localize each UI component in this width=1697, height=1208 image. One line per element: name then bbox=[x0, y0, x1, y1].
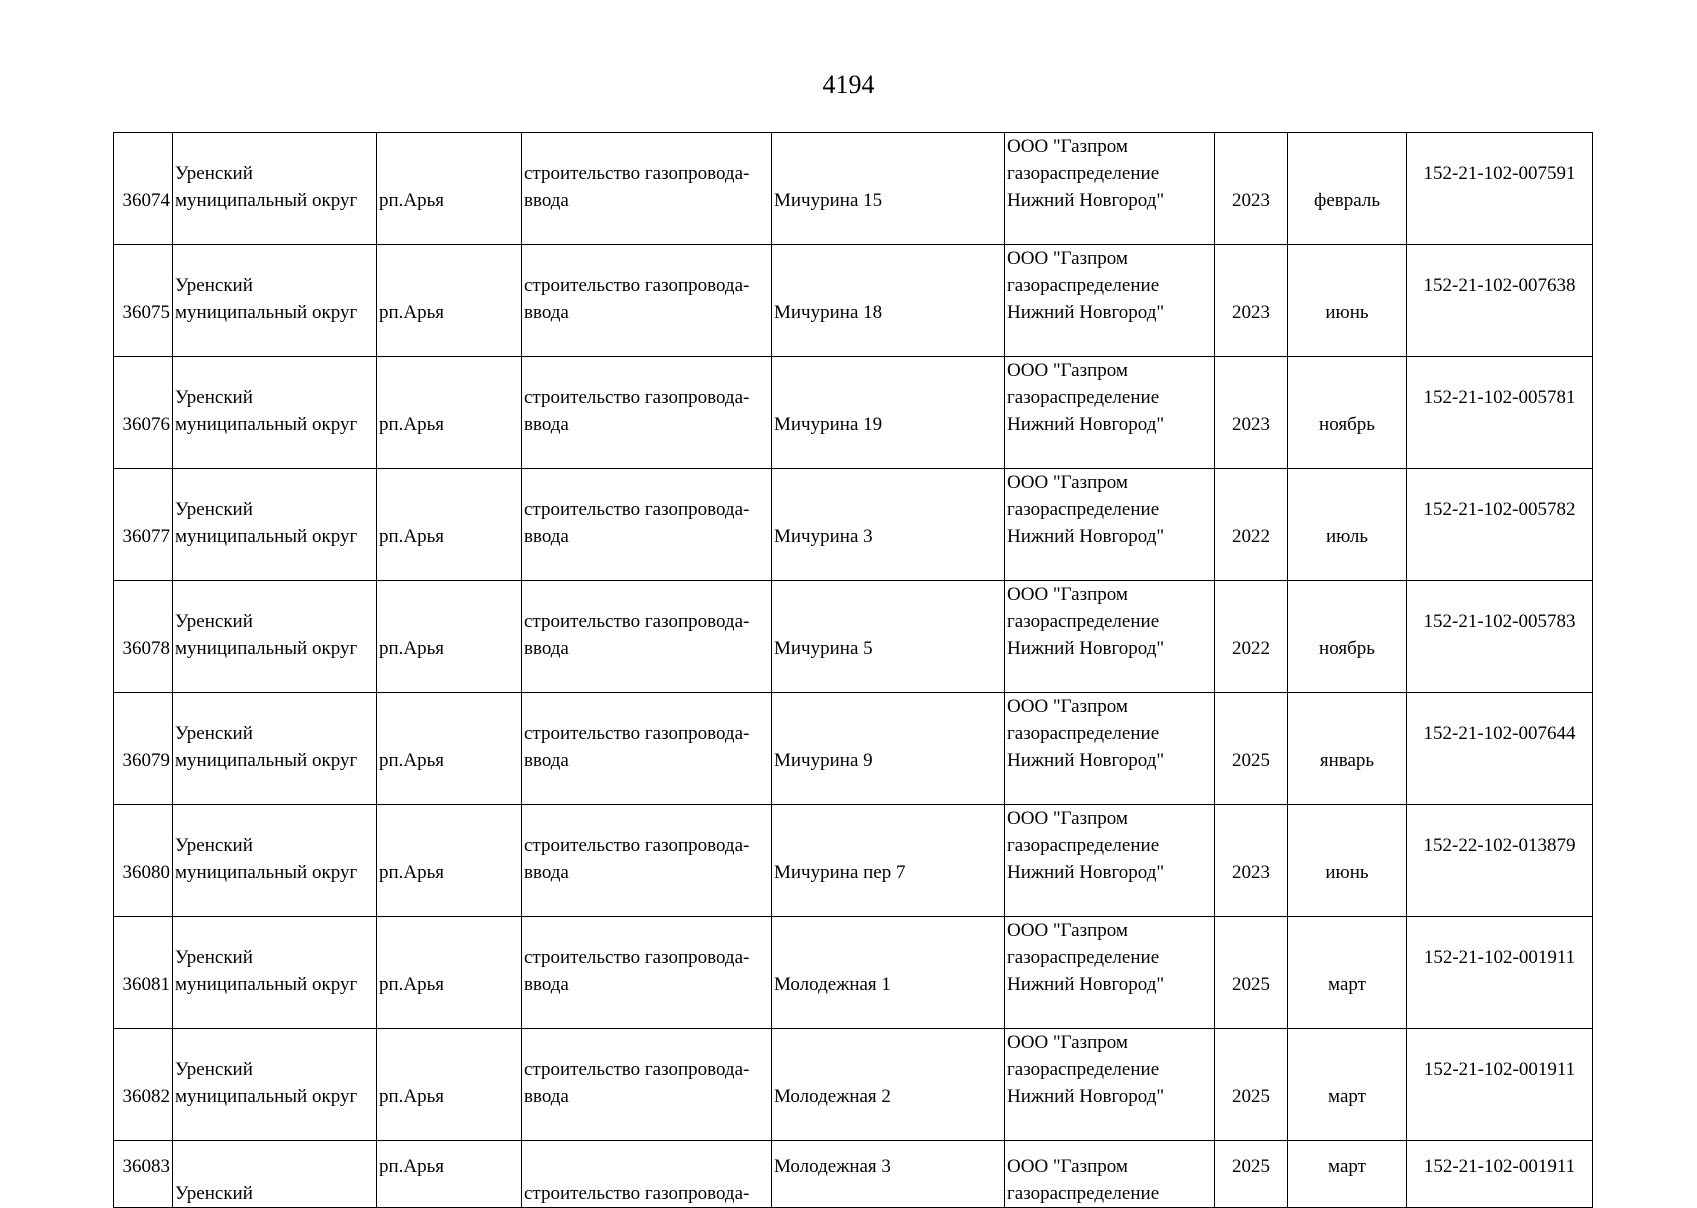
district-cell-line: Уренский bbox=[175, 947, 253, 968]
locality-cell-line: рп.Арья bbox=[379, 302, 445, 323]
district-cell bbox=[173, 357, 377, 469]
month-cell-line: ноябрь bbox=[1319, 414, 1375, 435]
code-cell bbox=[1407, 357, 1593, 469]
work-type-cell-line: строительство газопровода- bbox=[524, 947, 750, 968]
row-number-line: 36078 bbox=[122, 638, 170, 659]
address-cell bbox=[772, 805, 1005, 917]
year-cell-line: 2025 bbox=[1232, 974, 1270, 995]
year-cell bbox=[1215, 805, 1288, 917]
row-number-line: 36083 bbox=[122, 1156, 170, 1177]
organization-cell bbox=[1005, 469, 1215, 581]
district-cell-line: муниципальный округ bbox=[175, 190, 358, 211]
year-cell-line: 2022 bbox=[1232, 526, 1270, 547]
work-type-cell bbox=[522, 693, 772, 805]
address-cell-line: Молодежная 2 bbox=[774, 1086, 891, 1107]
work-type-cell bbox=[522, 805, 772, 917]
year-cell bbox=[1215, 469, 1288, 581]
locality-cell bbox=[377, 133, 522, 245]
address-cell bbox=[772, 1029, 1005, 1141]
work-type-cell-line: ввода bbox=[524, 414, 569, 435]
table-body bbox=[114, 133, 1593, 1208]
code-cell-line: 152-21-102-007644 bbox=[1423, 723, 1576, 744]
district-cell-line: Уренский bbox=[175, 275, 253, 296]
district-cell-line: Уренский bbox=[175, 387, 253, 408]
year-cell bbox=[1215, 693, 1288, 805]
code-cell-line: 152-22-102-013879 bbox=[1423, 835, 1576, 856]
work-type-cell-line: строительство газопровода- bbox=[524, 835, 750, 856]
row-number bbox=[114, 469, 173, 581]
address-cell-line: Мичурина 19 bbox=[774, 414, 883, 435]
address-cell bbox=[772, 693, 1005, 805]
organization-cell-line: Нижний Новгород" bbox=[1007, 526, 1165, 547]
organization-cell-line: Нижний Новгород" bbox=[1007, 190, 1165, 211]
year-cell bbox=[1215, 1141, 1288, 1208]
work-type-cell-line: строительство газопровода- bbox=[524, 163, 750, 184]
row-number bbox=[114, 1141, 173, 1208]
code-cell-line: 152-21-102-007638 bbox=[1423, 275, 1576, 296]
organization-cell-line: газораспределение bbox=[1007, 1059, 1160, 1080]
row-number-line: 36075 bbox=[122, 302, 170, 323]
organization-cell-line: газораспределение bbox=[1007, 611, 1160, 632]
month-cell bbox=[1288, 133, 1407, 245]
locality-cell bbox=[377, 245, 522, 357]
work-type-cell-line: ввода bbox=[524, 302, 569, 323]
work-type-cell-line: строительство газопровода- bbox=[524, 611, 750, 632]
organization-cell-line: ООО "Газпром bbox=[1007, 584, 1128, 605]
address-cell-line: Мичурина 9 bbox=[774, 750, 873, 771]
organization-cell-line: газораспределение bbox=[1007, 1183, 1160, 1204]
address-cell-line: Мичурина 18 bbox=[774, 302, 883, 323]
locality-cell-line: рп.Арья bbox=[379, 526, 445, 547]
locality-cell bbox=[377, 1141, 522, 1208]
month-cell-line: март bbox=[1328, 1086, 1366, 1107]
work-type-cell-line: ввода bbox=[524, 862, 569, 883]
address-cell bbox=[772, 581, 1005, 693]
address-cell bbox=[772, 917, 1005, 1029]
district-cell-line: муниципальный округ bbox=[175, 750, 358, 771]
code-cell bbox=[1407, 1029, 1593, 1141]
row-number bbox=[114, 1029, 173, 1141]
district-cell-line: Уренский bbox=[175, 723, 253, 744]
code-cell bbox=[1407, 917, 1593, 1029]
organization-cell-line: газораспределение bbox=[1007, 499, 1160, 520]
month-cell-line: июнь bbox=[1325, 862, 1369, 883]
locality-cell-line: рп.Арья bbox=[379, 862, 445, 883]
district-cell-line: Уренский bbox=[175, 611, 253, 632]
organization-cell bbox=[1005, 805, 1215, 917]
year-cell-line: 2023 bbox=[1232, 190, 1270, 211]
organization-cell-line: газораспределение bbox=[1007, 163, 1160, 184]
organization-cell-line: Нижний Новгород" bbox=[1007, 638, 1165, 659]
work-type-cell-line: строительство газопровода- bbox=[524, 275, 750, 296]
locality-cell bbox=[377, 357, 522, 469]
locality-cell bbox=[377, 805, 522, 917]
district-cell bbox=[173, 469, 377, 581]
month-cell bbox=[1288, 469, 1407, 581]
month-cell-line: март bbox=[1328, 1156, 1366, 1177]
work-type-cell bbox=[522, 245, 772, 357]
organization-cell-line: ООО "Газпром bbox=[1007, 1032, 1128, 1053]
page-number: 4194 bbox=[822, 70, 875, 99]
work-type-cell-line: ввода bbox=[524, 1086, 569, 1107]
address-cell bbox=[772, 133, 1005, 245]
district-cell-line: муниципальный округ bbox=[175, 414, 358, 435]
year-cell bbox=[1215, 1029, 1288, 1141]
code-cell bbox=[1407, 805, 1593, 917]
locality-cell bbox=[377, 581, 522, 693]
year-cell-line: 2022 bbox=[1232, 638, 1270, 659]
organization-cell bbox=[1005, 133, 1215, 245]
organization-cell bbox=[1005, 357, 1215, 469]
row-number bbox=[114, 693, 173, 805]
code-cell-line: 152-21-102-005781 bbox=[1423, 387, 1576, 408]
organization-cell-line: Нижний Новгород" bbox=[1007, 750, 1165, 771]
district-cell-line: муниципальный округ bbox=[175, 526, 358, 547]
row-number bbox=[114, 581, 173, 693]
organization-cell-line: ООО "Газпром bbox=[1007, 920, 1128, 941]
code-cell-line: 152-21-102-005782 bbox=[1423, 499, 1576, 520]
work-type-cell-line: ввода bbox=[524, 190, 569, 211]
organization-cell-line: Нижний Новгород" bbox=[1007, 1086, 1165, 1107]
work-type-cell bbox=[522, 581, 772, 693]
locality-cell-line: рп.Арья bbox=[379, 750, 445, 771]
year-cell-line: 2025 bbox=[1232, 1086, 1270, 1107]
month-cell-line: ноябрь bbox=[1319, 638, 1375, 659]
code-cell-line: 152-21-102-001911 bbox=[1423, 1156, 1576, 1177]
month-cell bbox=[1288, 1141, 1407, 1208]
address-cell-line: Мичурина 3 bbox=[774, 526, 873, 547]
district-cell-line: муниципальный округ bbox=[175, 638, 358, 659]
work-type-cell bbox=[522, 1029, 772, 1141]
year-cell-line: 2023 bbox=[1232, 862, 1270, 883]
district-cell-line: Уренский bbox=[175, 1183, 253, 1204]
locality-cell-line: рп.Арья bbox=[379, 1156, 445, 1177]
row-number-line: 36074 bbox=[122, 190, 170, 211]
work-type-cell bbox=[522, 1141, 772, 1208]
organization-cell-line: газораспределение bbox=[1007, 947, 1160, 968]
district-cell bbox=[173, 1029, 377, 1141]
address-cell bbox=[772, 1141, 1005, 1208]
district-cell-line: Уренский bbox=[175, 1059, 253, 1080]
gas-connection-registry-table bbox=[113, 132, 1593, 1208]
organization-cell bbox=[1005, 245, 1215, 357]
year-cell bbox=[1215, 357, 1288, 469]
district-cell bbox=[173, 1141, 377, 1208]
code-cell-line: 152-21-102-005783 bbox=[1423, 611, 1576, 632]
month-cell bbox=[1288, 357, 1407, 469]
month-cell bbox=[1288, 805, 1407, 917]
work-type-cell bbox=[522, 917, 772, 1029]
district-cell bbox=[173, 133, 377, 245]
organization-cell-line: газораспределение bbox=[1007, 275, 1160, 296]
district-cell-line: муниципальный округ bbox=[175, 1086, 358, 1107]
code-cell-line: 152-21-102-001911 bbox=[1423, 1059, 1576, 1080]
district-cell-line: муниципальный округ bbox=[175, 974, 358, 995]
year-cell bbox=[1215, 133, 1288, 245]
month-cell bbox=[1288, 917, 1407, 1029]
locality-cell-line: рп.Арья bbox=[379, 414, 445, 435]
district-cell bbox=[173, 917, 377, 1029]
address-cell-line: Мичурина 5 bbox=[774, 638, 873, 659]
month-cell-line: июнь bbox=[1325, 302, 1369, 323]
organization-cell-line: ООО "Газпром bbox=[1007, 808, 1128, 829]
work-type-cell bbox=[522, 133, 772, 245]
year-cell bbox=[1215, 581, 1288, 693]
row-number bbox=[114, 917, 173, 1029]
organization-cell-line: газораспределение bbox=[1007, 387, 1160, 408]
year-cell bbox=[1215, 245, 1288, 357]
row-number-line: 36081 bbox=[122, 974, 170, 995]
district-cell bbox=[173, 581, 377, 693]
code-cell bbox=[1407, 245, 1593, 357]
table-row bbox=[114, 1029, 1593, 1141]
month-cell bbox=[1288, 1029, 1407, 1141]
year-cell-line: 2025 bbox=[1232, 1156, 1270, 1177]
organization-cell-line: Нижний Новгород" bbox=[1007, 414, 1165, 435]
year-cell-line: 2023 bbox=[1232, 414, 1270, 435]
locality-cell bbox=[377, 917, 522, 1029]
work-type-cell-line: строительство газопровода- bbox=[524, 1059, 750, 1080]
work-type-cell-line: строительство газопровода- bbox=[524, 499, 750, 520]
row-number-line: 36080 bbox=[122, 862, 170, 883]
address-cell bbox=[772, 357, 1005, 469]
organization-cell-line: ООО "Газпром bbox=[1007, 136, 1128, 157]
code-cell bbox=[1407, 693, 1593, 805]
work-type-cell-line: ввода bbox=[524, 750, 569, 771]
month-cell bbox=[1288, 245, 1407, 357]
month-cell-line: январь bbox=[1319, 750, 1375, 771]
month-cell bbox=[1288, 693, 1407, 805]
address-cell-line: Молодежная 1 bbox=[774, 974, 891, 995]
row-number-line: 36079 bbox=[122, 750, 170, 771]
district-cell bbox=[173, 805, 377, 917]
month-cell bbox=[1288, 581, 1407, 693]
organization-cell-line: ООО "Газпром bbox=[1007, 696, 1128, 717]
row-number bbox=[114, 357, 173, 469]
work-type-cell bbox=[522, 357, 772, 469]
organization-cell-line: газораспределение bbox=[1007, 835, 1160, 856]
address-cell-line: Мичурина 15 bbox=[774, 190, 883, 211]
locality-cell-line: рп.Арья bbox=[379, 974, 445, 995]
work-type-cell-line: ввода bbox=[524, 974, 569, 995]
locality-cell-line: рп.Арья bbox=[379, 190, 445, 211]
work-type-cell-line: строительство газопровода- bbox=[524, 1183, 750, 1204]
district-cell-line: Уренский bbox=[175, 499, 253, 520]
locality-cell-line: рп.Арья bbox=[379, 638, 445, 659]
organization-cell-line: ООО "Газпром bbox=[1007, 360, 1128, 381]
organization-cell bbox=[1005, 693, 1215, 805]
district-cell bbox=[173, 245, 377, 357]
table-row bbox=[114, 693, 1593, 805]
table-row bbox=[114, 805, 1593, 917]
organization-cell bbox=[1005, 581, 1215, 693]
code-cell-line: 152-21-102-007591 bbox=[1423, 163, 1576, 184]
address-cell bbox=[772, 245, 1005, 357]
organization-cell bbox=[1005, 917, 1215, 1029]
locality-cell bbox=[377, 469, 522, 581]
month-cell-line: февраль bbox=[1314, 190, 1380, 211]
locality-cell-line: рп.Арья bbox=[379, 1086, 445, 1107]
table-row bbox=[114, 917, 1593, 1029]
work-type-cell-line: строительство газопровода- bbox=[524, 387, 750, 408]
organization-cell-line: Нижний Новгород" bbox=[1007, 862, 1165, 883]
row-number bbox=[114, 805, 173, 917]
locality-cell bbox=[377, 1029, 522, 1141]
year-cell bbox=[1215, 917, 1288, 1029]
table-row bbox=[114, 357, 1593, 469]
organization-cell-line: ООО "Газпром bbox=[1007, 248, 1128, 269]
work-type-cell-line: ввода bbox=[524, 638, 569, 659]
row-number bbox=[114, 245, 173, 357]
district-cell-line: Уренский bbox=[175, 835, 253, 856]
organization-cell-line: газораспределение bbox=[1007, 723, 1160, 744]
organization-cell-line: ООО "Газпром bbox=[1007, 472, 1128, 493]
locality-cell bbox=[377, 693, 522, 805]
code-cell-line: 152-21-102-001911 bbox=[1423, 947, 1576, 968]
month-cell-line: март bbox=[1328, 974, 1366, 995]
table-row bbox=[114, 1141, 1593, 1208]
organization-cell bbox=[1005, 1029, 1215, 1141]
table-row bbox=[114, 581, 1593, 693]
year-cell-line: 2023 bbox=[1232, 302, 1270, 323]
work-type-cell-line: строительство газопровода- bbox=[524, 723, 750, 744]
code-cell bbox=[1407, 1141, 1593, 1208]
code-cell bbox=[1407, 581, 1593, 693]
district-cell-line: муниципальный округ bbox=[175, 302, 358, 323]
work-type-cell bbox=[522, 469, 772, 581]
district-cell-line: Уренский bbox=[175, 163, 253, 184]
district-cell-line: муниципальный округ bbox=[175, 862, 358, 883]
organization-cell bbox=[1005, 1141, 1215, 1208]
work-type-cell-line: ввода bbox=[524, 526, 569, 547]
district-cell bbox=[173, 693, 377, 805]
code-cell bbox=[1407, 133, 1593, 245]
row-number-line: 36077 bbox=[122, 526, 170, 547]
organization-cell-line: Нижний Новгород" bbox=[1007, 302, 1165, 323]
row-number bbox=[114, 133, 173, 245]
address-cell-line: Молодежная 3 bbox=[774, 1156, 891, 1177]
row-number-line: 36076 bbox=[122, 414, 170, 435]
address-cell bbox=[772, 469, 1005, 581]
row-number-line: 36082 bbox=[122, 1086, 170, 1107]
code-cell bbox=[1407, 469, 1593, 581]
table-row bbox=[114, 469, 1593, 581]
month-cell-line: июль bbox=[1325, 526, 1369, 547]
year-cell-line: 2025 bbox=[1232, 750, 1270, 771]
organization-cell-line: ООО "Газпром bbox=[1007, 1156, 1128, 1177]
table-row bbox=[114, 133, 1593, 245]
address-cell-line: Мичурина пер 7 bbox=[774, 862, 906, 883]
table-row bbox=[114, 245, 1593, 357]
organization-cell-line: Нижний Новгород" bbox=[1007, 974, 1165, 995]
